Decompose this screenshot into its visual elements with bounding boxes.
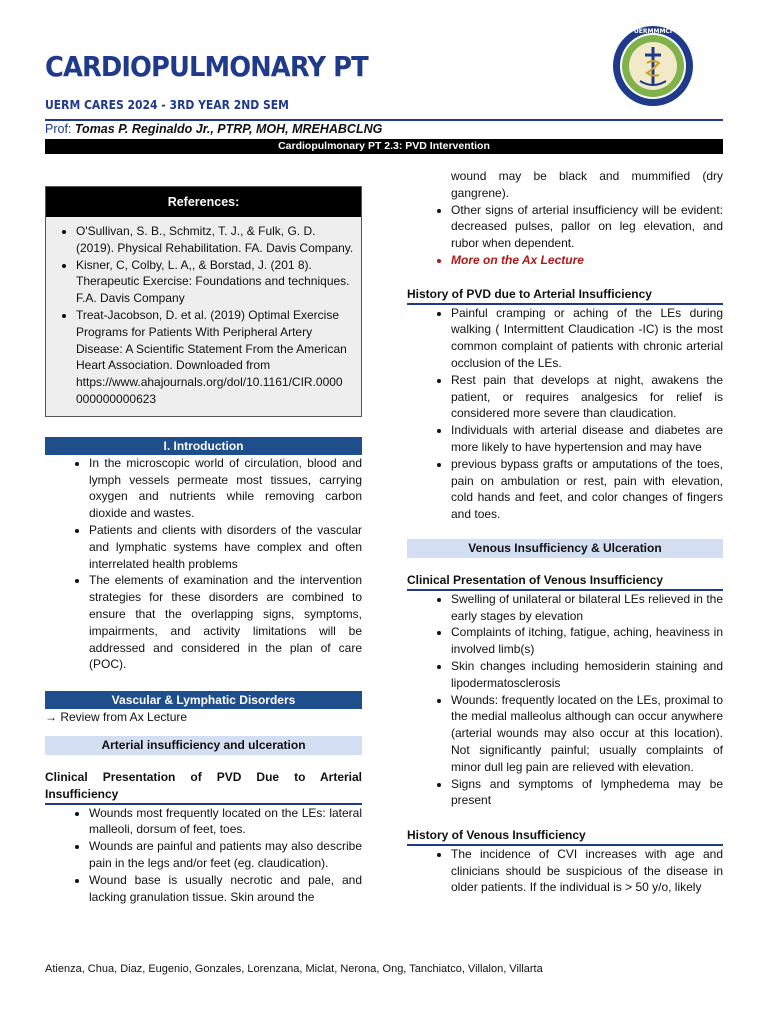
prof-name: Tomas P. Reginaldo Jr., PTRP, MOH, MREHABCLNG	[74, 122, 383, 136]
references-box	[45, 186, 362, 417]
list-item: • In the microscopic world of circulation, blood and lymph vessels permeate most tissues, carrying oxygen and nutrients while removing carbon dioxide and wastes.	[89, 455, 362, 522]
vascular-note: → Review from Ax Lecture	[45, 710, 188, 725]
subheading-arterial-history: History of PVD due to Arterial Insufficiency	[407, 286, 723, 305]
arterial-more-list	[407, 202, 723, 269]
prof-label: Prof:	[45, 122, 72, 136]
reference-item: • Kisner, C, Colby, L. A,, & Borstad, J. (201 8). Therapeutic Exercise: Foundations and techniques. F.A. Davis Company	[76, 257, 355, 307]
ax-lecture-link[interactable]: • More on the Ax Lecture	[451, 252, 723, 269]
svg-text:UERMMMCI: UERMMMCI	[633, 28, 673, 35]
subheading-venous-history: History of Venous Insufficiency	[407, 827, 723, 846]
list-item: • Patients and clients with disorders of the vascular and lymphatic systems have complex and often interrelated health problems	[89, 522, 362, 572]
university-seal-logo	[612, 25, 694, 107]
list-item: • Individuals with arterial disease and diabetes are more likely to have hypertension and may have	[451, 422, 723, 456]
list-item: • Rest pain that develops at night, awakens the patient, or requires analgesics for relief is considered more severe than claudication.	[451, 372, 723, 422]
list-item: • Wounds are painful and patients may also describe pain in the legs and/or feet (eg. claudication).	[89, 838, 362, 872]
arterial-clinical-list	[45, 805, 362, 906]
list-item: • Complaints of itching, fatigue, aching, heaviness in involved limb(s)	[451, 624, 723, 658]
list-item: • The elements of examination and the intervention strategies for these disorders are combined to ensure that the overlapping signs, symptoms, impairments, and activity limitations will be addressed and considered in the plan of care (POC).	[89, 572, 362, 673]
subheading-arterial-clinical: Clinical Presentation of PVD Due to Arterial Insufficiency	[45, 769, 362, 805]
continued-text: wound may be black and mummified (dry gangrene).	[451, 169, 723, 200]
subheading-venous-clinical: Clinical Presentation of Venous Insufficiency	[407, 572, 723, 591]
module-banner: Cardiopulmonary PT 2.3: PVD Intervention	[45, 139, 723, 154]
professor-line	[45, 122, 382, 136]
section-heading-venous: Venous Insufficiency & Ulceration	[407, 539, 723, 558]
references-heading: References:	[46, 187, 361, 217]
footer-authors: Atienza, Chua, Diaz, Eugenio, Gonzales, Lorenzana, Miclat, Nerona, Ong, Tanchiatco, Villalon, Villarta	[45, 963, 543, 975]
references-list	[46, 223, 355, 408]
section-heading-introduction: I. Introduction	[45, 437, 362, 455]
list-item: • Wounds: frequently located on the LEs, proximal to the medial malleolus although can occur anywhere (arterial wounds may also occur at this location). Not significantly painful; usually complaints of minor dull leg pain are relieved with elevation.	[451, 692, 723, 776]
list-item: • Skin changes including hemosiderin staining and lipodermatosclerosis	[451, 658, 723, 692]
left-column	[45, 186, 362, 905]
page-subtitle: UERM CARES 2024 - 3RD YEAR 2ND SEM	[45, 98, 289, 112]
list-item: • Signs and symptoms of lymphedema may be present	[451, 776, 723, 810]
list-item: • Painful cramping or aching of the LEs during walking ( Intermittent Claudication -IC) is the most common complaint of patients with chronic arterial occlusion of the LEs.	[451, 305, 723, 372]
section-heading-vascular: Vascular & Lymphatic Disorders	[45, 691, 362, 709]
list-item: • Wounds most frequently located on the LEs: lateral malleoli, dorsum of feet, toes.	[89, 805, 362, 839]
list-item: • Wound base is usually necrotic and pale, and lacking granulation tissue. Skin around the	[89, 872, 362, 906]
list-item: • Other signs of arterial insufficiency will be evident: decreased pulses, pallor on leg elevation, and rubor when dependent.	[451, 202, 723, 252]
arterial-history-list	[407, 305, 723, 523]
venous-history-list	[407, 846, 723, 896]
list-item: • The incidence of CVI increases with age and clinicians should be suspicious of the disease in older patients. If the individual is > 50 y/o, likely	[451, 846, 723, 896]
list-item: • previous bypass grafts or amputations of the toes, pain on ambulation or rest, pain with elevation, cold hands and feet, and color changes of fingers and toes.	[451, 456, 723, 523]
page-title: CARDIOPULMONARY PT	[45, 50, 368, 83]
list-item: • Swelling of unilateral or bilateral LEs relieved in the early stages by elevation	[451, 591, 723, 625]
reference-item: • Treat-Jacobson, D. et al. (2019) Optimal Exercise Programs for Patients With Peripheral Artery Disease: A Scientific Statement From the American Heart Association. Downloaded from https://www.ahajournals.org/dol/10.1161/CIR.0000 000000000623	[76, 307, 355, 408]
intro-list	[45, 455, 362, 673]
reference-item: • O'Sullivan, S. B., Schmitz, T. J., & Fulk, G. D. (2019). Physical Rehabilitation. FA. Davis Company.	[76, 223, 355, 257]
section-heading-arterial: Arterial insufficiency and ulceration	[45, 736, 362, 755]
venous-clinical-list	[407, 591, 723, 809]
right-column	[407, 168, 723, 896]
header-divider	[45, 119, 723, 121]
